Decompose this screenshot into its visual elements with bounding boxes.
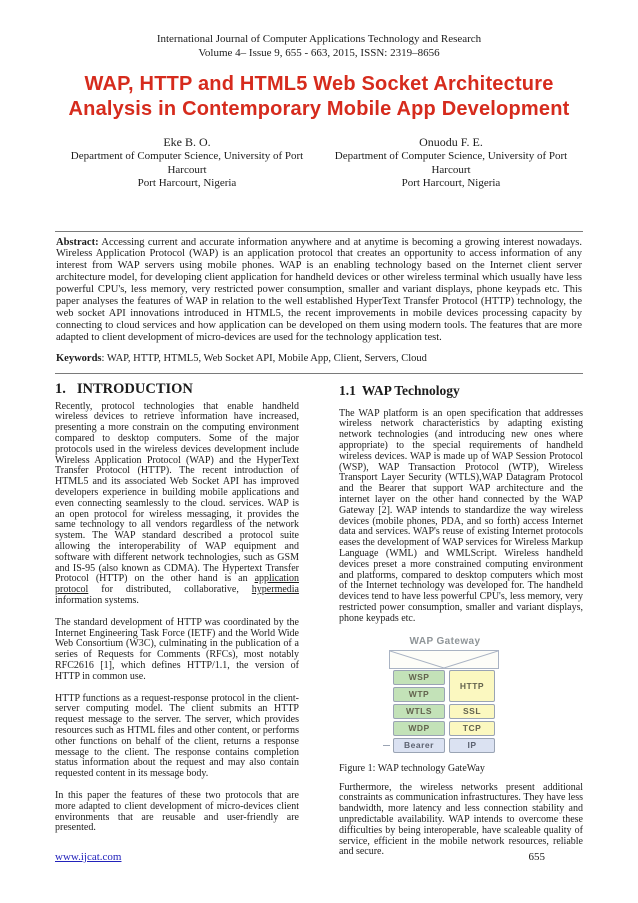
intro-paragraph-2: The standard development of HTTP was coordinated by the Internet Engineering Task Force (IETF) and the World Wide Web Consortium (W3C), culminating in the publication of a series of Requests for Comments (RFCs), most notably RFC2616 [1], which defines HTTP/1.1, the version of HTTP in common use.	[55, 616, 299, 682]
journal-volume-issn: Volume 4– Issue 9, 655 - 663, 2015, ISSN: 2319–8656	[198, 47, 440, 59]
keywords-body: : WAP, HTTP, HTML5, Web Socket API, Mobile App, Client, Servers, Cloud	[101, 352, 427, 364]
intro-p1-text: for distributed, collaborative,	[88, 584, 252, 596]
journal-name: International Journal of Computer Applications Technology and Research	[156, 33, 482, 45]
stack-box-wtp: WTP	[393, 687, 445, 702]
keywords-label: Keywords	[56, 352, 102, 364]
stack-box-bearer: Bearer	[393, 738, 445, 753]
author-affiliation: Department of Computer Science, University of Port	[334, 150, 568, 162]
stack-box-ssl: SSL	[449, 704, 495, 719]
author-block-1	[55, 135, 319, 191]
section-number: 1.1	[339, 382, 356, 398]
abstract-body: Accessing current and accurate information anywhere and at anytime is becoming a growing interest nowadays. Wireless Application Protocol (WAP) is an application protocol that creates an opportunity to access information of any interest from WAP servers using mobile phones. WAP is an enabling technology based on the Internet client server architecture model, for developing client application for handheld devices or other wireless terminal which usually have less powerful CPU's, less memory, very restricted power consumption, smaller and variant displays, phone keypads etc. This paper analyses the features of WAP in relation to the well established HyperText Transfer Protocol (HTTP) technology, the web socket API innovations introduced in HTML5, the recent improvements in mobile devices processing capacity by connecting to cloud services and how application can be developed on them using modern tools. The features that are more adapted to client development of micro-devices are used for the technology application test.	[56, 236, 582, 343]
intro-p1-text: information systems.	[55, 595, 139, 606]
wap-paragraph-1: The WAP platform is an open specification that addresses wireless network characteristics by adapting existing network technologies (and introducing new ones where appropriate) to the special requirements of handheld wireless devices. WAP is made up of WAP Session Protocol (WSP), WAP Transaction Protocol (WTP), Wireless Transport Layer Security (WTLS),WAP Datagram Protocol and the Bearer that support WAP architecture and the internet layer on the other hand connected by the WAP Gateway [2]. WAP intends to standardize the way wireless devices (mobile phones, PDA, and so forth) access Internet data and services. WAP's reuse of existing Internet protocols eases the development of WAP services for Wireless Markup Language (WML) and WMLScript. Wireless handheld devices preset a more constrained computing environment and platforms, compared to desktop computers which most of the Internet technology was developed for. The handheld devices tend to have less powerful CPU's, less memory, very restricted power consumption, smaller and variant displays, phone keypads etc.	[339, 407, 583, 624]
stack-box-tcp: TCP	[449, 721, 495, 736]
abstract-paragraph	[56, 237, 582, 344]
application-protocol-link[interactable]: application protocol	[55, 573, 299, 596]
section-heading-wap-technology	[339, 382, 583, 399]
author-name: Onuodu F. E.	[419, 135, 483, 149]
figure1-gateway-label: WAP Gateway	[409, 635, 481, 647]
section-heading-introduction	[55, 381, 299, 398]
author-name: Eke B. O.	[163, 135, 211, 149]
stack-box-wdp: WDP	[393, 721, 445, 736]
abstract-section	[55, 231, 583, 374]
paper-title-line1: WAP, HTTP and HTML5 Web Socket Architecture	[84, 73, 554, 95]
envelope-flap-icon	[390, 651, 498, 668]
author-location: Port Harcourt, Nigeria	[401, 177, 501, 189]
intro-p1-text: Recently, protocol technologies that enable handheld wireless devices to retrieve information have increased, presenting a more constrain on the computing environment compared to desktop computers. Some of the major protocols used in the wireless devices development include Wireless Application Protocol (WAP) and the HyperText Transfer Protocol (HTTP). The recent introduction of HTML5 and its associated Web Socket API has improved developers experience in building mobile applications and even connecting seamlessly to the cloud. services. WAP is an open protocol for wireless messaging, it provides the same technology to all vendors regardless of the network system. The WAP standard described a protocol suite allowing the interoperability of WAP equipment and software with different network technologies, such as GSM and IS-95 (also known as CDMA). The Hypertext Transfer Protocol (HTTP) on the other hand is an	[55, 400, 299, 585]
abstract-label: Abstract:	[56, 236, 99, 248]
wap-paragraph-2: Furthermore, the wireless networks present additional constraints as communication infrastructures. They have less bandwidth, more latency and less connection stability and unpredictable availability. WAP intends to overcome these difficulties by being interoperable, have scaleable quality of service, efficient in the mobile network resources, reliable and secure.	[339, 781, 583, 858]
paper-title	[57, 72, 581, 122]
paper-title-line2: Analysis in Contemporary Mobile App Development	[68, 98, 570, 120]
bearer-tick-line	[383, 745, 390, 746]
stack-box-http: HTTP	[449, 670, 495, 702]
keywords-line	[56, 353, 582, 365]
authors-row	[55, 135, 583, 191]
author-affiliation: Harcourt	[431, 163, 471, 176]
figure1-wap-gateway	[389, 636, 501, 753]
author-affiliation: Department of Computer Science, University of Port	[70, 150, 304, 162]
intro-paragraph-4: In this paper the features of these two protocols that are more adapted to client development of micro-devices client environments that are reusable and user-friendly are presented.	[55, 789, 299, 834]
stack-box-wsp: WSP	[393, 670, 445, 685]
hypermedia-link[interactable]: hypermedia	[251, 584, 299, 596]
right-column	[339, 381, 583, 870]
stack-box-wtls: WTLS	[393, 704, 445, 719]
section-title: WAP Technology	[361, 382, 460, 398]
intro-paragraph-3: HTTP functions as a request-response protocol in the client-server computing model. The client submits an HTTP request message to the server. The server, which provides resources such as HTML files and other content, or performs other functions on behalf of the client, returns a response message to the client. The response contains completion status information about the request and may also contain requested content in its message body.	[55, 692, 299, 780]
author-block-2	[319, 135, 583, 191]
stack-box-ip: IP	[449, 738, 495, 753]
author-affiliation: Harcourt	[167, 163, 207, 176]
page-footer	[55, 851, 583, 863]
journal-site-link[interactable]: www.ijcat.com	[55, 851, 122, 863]
page-number: 655	[528, 851, 545, 863]
author-location: Port Harcourt, Nigeria	[137, 177, 237, 189]
gateway-envelope-shape	[389, 650, 499, 669]
section-title: INTRODUCTION	[76, 380, 193, 397]
left-column	[55, 381, 299, 870]
intro-paragraph-1	[55, 402, 299, 607]
two-column-body	[55, 381, 583, 870]
protocol-stack-grid	[393, 670, 495, 753]
figure1-caption: Figure 1: WAP technology GateWay	[339, 762, 485, 774]
section-number: 1.	[55, 380, 66, 397]
